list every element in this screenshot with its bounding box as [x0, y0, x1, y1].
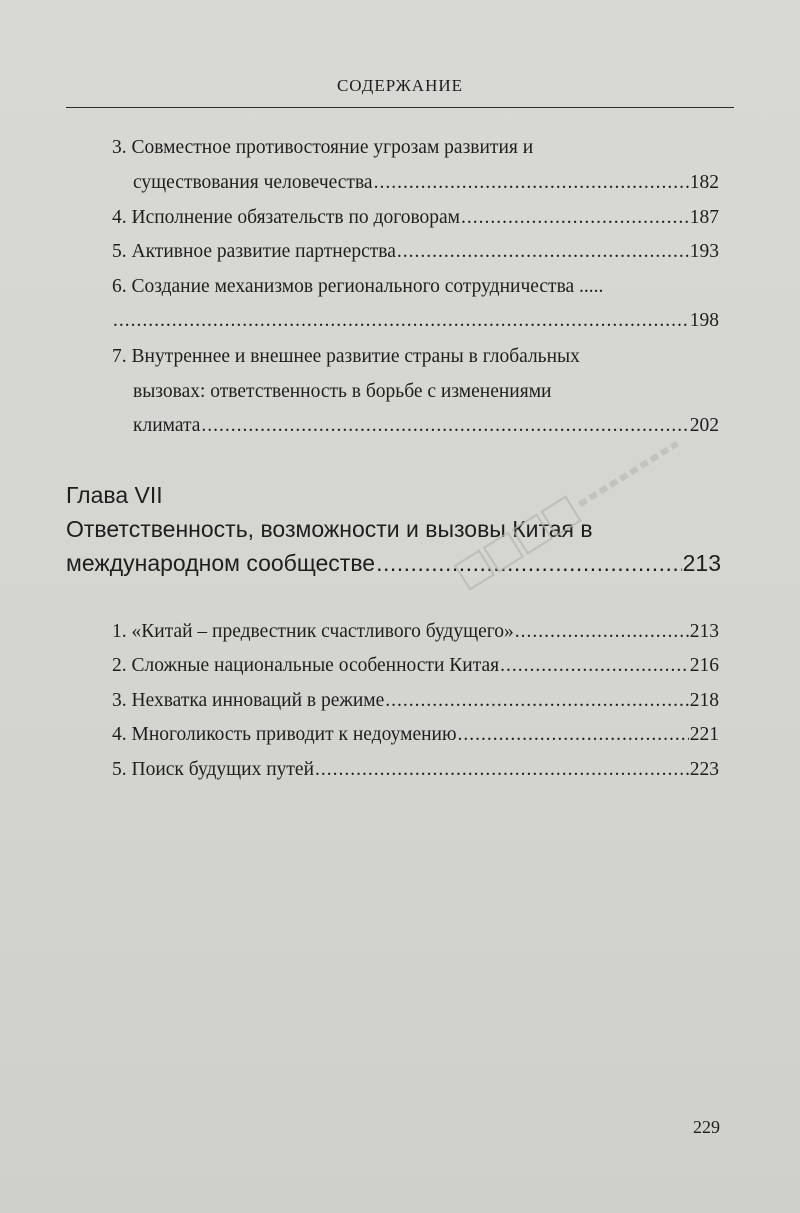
toc-page-number: 202 — [689, 415, 719, 436]
toc-page-number: 216 — [689, 655, 719, 676]
toc-page-number: 223 — [689, 759, 719, 780]
chapter-label: Глава VII — [66, 482, 163, 508]
toc-entry-ch7-5[interactable] — [112, 758, 719, 786]
toc-entry-5[interactable] — [112, 240, 719, 268]
toc-page-number: 218 — [689, 690, 719, 711]
toc-entry-7[interactable] — [112, 414, 719, 442]
chapter-page-number: 213 — [682, 550, 721, 576]
header-rule — [66, 107, 734, 108]
chapter-title-line1: Ответственность, возможности и вызовы Китая в — [66, 516, 593, 542]
toc-page-number: 198 — [689, 310, 719, 331]
page-number: 229 — [693, 1117, 720, 1137]
toc-entry-label: существования человечества — [133, 172, 373, 193]
toc-page-number: 182 — [689, 172, 719, 193]
toc-entry-3[interactable] — [112, 171, 719, 199]
leader-dots — [374, 171, 689, 195]
toc-entry-label: 1. «Китай – предвестник счастливого будущего» — [112, 621, 514, 642]
toc-entry-label: 4. Исполнение обязательств по договорам — [112, 207, 461, 228]
chapter-title-line2: международном сообществе — [66, 550, 376, 576]
toc-entry-label: 2. Сложные национальные особенности Китая — [112, 655, 500, 676]
toc-entry-label: 4. Многоликость приводит к недоумению — [112, 724, 457, 745]
toc-page-number: 221 — [689, 724, 719, 745]
toc-entry-label: 5. Поиск будущих путей — [112, 759, 315, 780]
leader-dots — [113, 309, 689, 333]
leader-dots — [458, 723, 689, 747]
toc-entry-6[interactable] — [112, 309, 719, 337]
toc-entry-7-line2: вызовах: ответственность в борьбе с изменениями — [133, 381, 552, 402]
leader-dots — [201, 414, 688, 438]
toc-page-number: 213 — [689, 621, 719, 642]
leader-dots — [461, 206, 689, 230]
toc-entry-label: 3. Нехватка инноваций в режиме — [112, 690, 385, 711]
running-head: СОДЕРЖАНИЕ — [336, 76, 464, 95]
toc-entry-6-line1: 6. Создание механизмов регионального сотрудничества ..... — [112, 276, 604, 297]
toc-entry-ch7-4[interactable] — [112, 723, 719, 751]
toc-page-number: 187 — [689, 207, 719, 228]
leader-dots — [397, 240, 689, 264]
toc-entry-4[interactable] — [112, 206, 719, 234]
toc-entry-ch7-2[interactable] — [112, 654, 719, 682]
toc-entry-label: климата — [133, 415, 201, 436]
toc-entry-label: 5. Активное развитие партнерства — [112, 241, 396, 262]
toc-entry-3-line1: 3. Совместное противостояние угрозам развития и — [112, 137, 534, 158]
toc-entry-ch7-3[interactable] — [112, 689, 719, 717]
toc-page-number: 193 — [689, 241, 719, 262]
toc-entry-7-line1: 7. Внутреннее и внешнее развитие страны в глобальных — [112, 346, 580, 367]
leader-dots — [315, 758, 689, 782]
